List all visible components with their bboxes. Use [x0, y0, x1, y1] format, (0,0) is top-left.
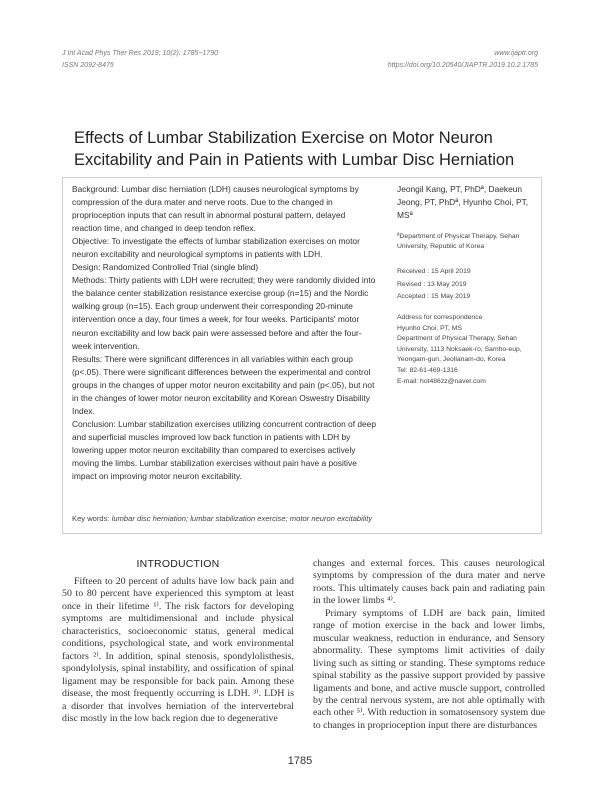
abstract-conclusion: Conclusion: Lumbar stabilization exercises utilizing concurrent contraction of deep and superficial muscles improved low back function in patients with LDH by lowering upper motor neuron excitability than compared to exercises actively moving the limbs. Lumbar stabilization exercises without pain have a positive impact on improving motor neuron excitability. [72, 418, 376, 482]
author-list: Jeongil Kang, PT, PhDª, Daekeun Jeong, PT, PhDª, Hyunho Choi, PT, MSª [397, 184, 529, 221]
correspondence-address-1: University, 1113 Noksaek-ro, Samho-eup, [397, 345, 522, 353]
abstract-results: Results: There were significant differences in all variables within each group (p<.05). There were significant differences between the experimental and control groups in the changes of upper motor neuron excitability and pain (p<.05), but not in the changes of lower motor neuron excitability and Korean Oswestry Disability Index. [72, 353, 375, 416]
correspondence-tel: Tel: 82-61-469-1316 [397, 366, 458, 374]
running-header-left [62, 48, 218, 72]
keywords-label: Key words: [72, 514, 110, 523]
correspondence-name: Hyunho Choi, PT, MS [397, 324, 462, 332]
page-number: 1785 [287, 755, 313, 767]
abstract-objective: Objective: To investigate the effects of lumbar stabilization exercises on motor neuron excitability and neurological symptoms in patients with LDH. [72, 236, 360, 260]
paper-title [74, 127, 554, 171]
correspondence-email[interactable]: E-mail: hot486zz@naver.com [397, 377, 486, 385]
journal-citation: J Int Acad Phys Ther Res 2019; 10(2): 1785~1790 [62, 50, 218, 57]
correspondence-address-2: Yeongam-gun, Jeollanam-do, Korea [397, 356, 506, 364]
keywords-terms: lumbar disc herniation; lumbar stabilization exercise; motor neuron excitability [111, 514, 373, 523]
section-heading-introduction: INTRODUCTION [136, 558, 220, 570]
running-header-right [388, 48, 538, 72]
intro-paragraph-1: Fifteen to 20 percent of adults have low back pain and 50 to 80 percent have experienced this symptom at least once in their lifetime ¹⁾. The risk factors for developing symptoms are multidimensional and include physical characteristics, socioeconomic status, general medical conditions, psychological state, and work environmental factors ²⁾. In addition, spinal stenosis, spondylolisthesis, spondylolysis, spinal instability, and ossification of spinal ligament may be responsible for back pain. Among these disease, the most frequently occurring is LDH. ³⁾. LDH is a disorder that involves herniation of the intervertebral disc mostly in the low back region due to degenerative [62, 576, 294, 724]
correspondence-dept: Department of Physical Therapy, Sehan [397, 335, 517, 343]
intro-paragraph-1-cont: changes and external forces. This causes neurological symptoms by compression of the dura mater and nerve roots. This ultimately causes back pain and radiating pain in the lower limbs ⁴⁾. [313, 558, 545, 607]
body-column-right [313, 558, 545, 732]
issn: ISSN 2092-8475 [62, 62, 114, 69]
keywords [72, 514, 372, 523]
author-affiliation: ªDepartment of Physical Therapy, Sehan University, Republic of Korea [397, 233, 520, 251]
doi-link[interactable]: https://doi.org/10.20540/JIAPTR.2019.10.2.1785 [387, 62, 538, 69]
received-date: Received : 15 April 2019 [397, 268, 471, 275]
abstract-design: Design: Randomized Controlled Trial (single blind) [72, 262, 259, 273]
abstract-background: Background: Lumbar disc herniation (LDH) causes neurological symptoms by compression of the dura mater and nerve roots. Due to the changed in proprioception inputs that can result in abnormal postural pattern, delayed reaction time, and changed in deep tendon reflex. [72, 184, 359, 234]
journal-site-link[interactable]: www.ijaptr.org [494, 50, 538, 57]
title-line-2: Excitability and Pain in Patients with Lumbar Disc Herniation [74, 151, 515, 170]
revised-date: Revised : 13 May 2019 [397, 280, 467, 288]
intro-paragraph-2: Primary symptoms of LDH are back pain, limited range of motion exercise in the back and lower limbs, muscular weakness, reduction in endurance, and Sensory abnormality. These symptoms limit activities of daily living such as sitting or standing. These symptoms reduce spinal stability as the passive support provided by passive ligaments and bone, and active muscle support, controlled by the central nervous system, are not able optimally with each other ⁵⁾. With reduction in somatosensory system due to changes in proprioception input there are disturbances [313, 607, 545, 731]
abstract [72, 183, 377, 483]
title-line-1: Effects of Lumbar Stabilization Exercise on Motor Neuron [74, 129, 493, 148]
body-column-left [62, 576, 294, 725]
abstract-methods: Methods: Thirty patients with LDH were recruited; they were randomly divided into the balance center stabilization resistance exercise group (n=15) and the Nordic walking group (n=15). Each group underwent their corresponding 20-minute intervention once a day, four times a week, for four weeks. Participants' motor neuron excitability and low back pain were assessed before and after the four-week intervention. [72, 275, 376, 351]
correspondence-heading: Address for correspondence [397, 314, 483, 321]
correspondence [397, 313, 544, 387]
article-dates [397, 266, 544, 304]
accepted-date: Accepted : 15 May 2019 [397, 293, 471, 300]
